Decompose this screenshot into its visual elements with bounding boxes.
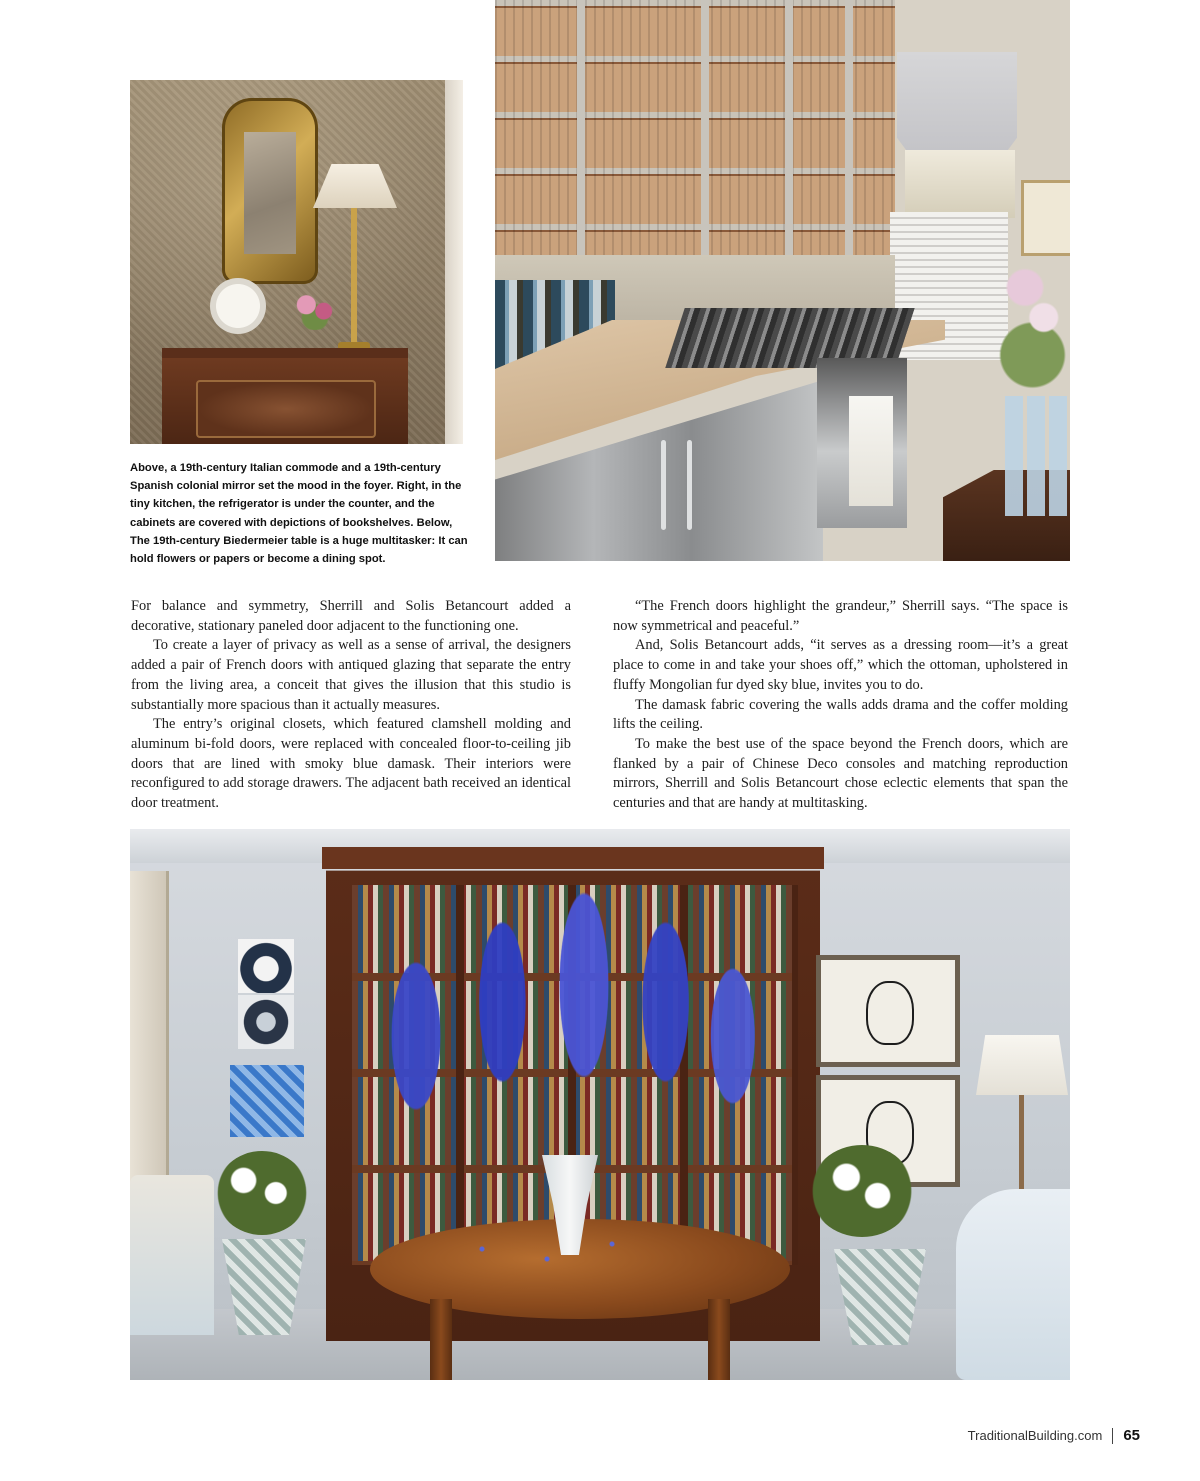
portrait-sketch [866, 981, 914, 1045]
framed-portrait-top [816, 955, 960, 1067]
dish-towel [849, 396, 893, 506]
foyer-photo [130, 80, 463, 444]
paragraph: To make the best use of the space beyond the French doors, which are flanked by a pair of Chinese Deco consoles and matching reproduction mirrors, Sherrill and Solis Betancourt chose eclectic elements that span the centuries and that are handy at multitasking. [613, 735, 1068, 812]
window-valance [897, 52, 1017, 162]
paragraph: To create a layer of privacy as well as a sense of arrival, the designers added a pair of French doors with antiqued glazing that separate the entry from the living area, a conceit that gives the illusion that this studio is substantially more spacious than it actually measures. [131, 637, 571, 713]
cabinet-divider [701, 0, 709, 255]
site-name: TraditionalBuilding.com [967, 1428, 1103, 1443]
upholstered-chair [130, 1175, 214, 1335]
commode-inlay [196, 380, 376, 438]
body-column-right [613, 597, 1068, 814]
paragraph: And, Solis Betancourt adds, “it serves as a dressing room—it’s a great place to come in and take your shoes off,” which the ottoman, upholstered in fluffy Mongolian fur dyed sky blue, invites you to do. [613, 637, 1068, 693]
paragraph: The entry’s original closets, which featured clamshell molding and aluminum bi-fold doors, were replaced with concealed floor-to-ceiling jib doors that are lined with smoky blue damask. Their interiors were reconfigured to add storage drawers. The adjacent bath received an identical door treatment. [131, 716, 571, 812]
paragraph: For balance and symmetry, Sherrill and Solis Betancourt added a decorative, stationary paneled door adjacent to the functioning one. [131, 598, 571, 634]
footer-divider [1112, 1428, 1113, 1444]
flower-arrangement [286, 288, 344, 330]
vase-flowers [995, 250, 1070, 400]
kitchen-photo [495, 0, 1070, 561]
fridge-handle [687, 440, 692, 530]
door-frame [445, 80, 463, 444]
scattered-petals [430, 1229, 690, 1279]
photo-caption: Above, a 19th-century Italian commode and a 19th-century Spanish colonial mirror set the mood in the foyer. Right, in the tiny kitchen, the refrigerator is under the counter, and the cabinets are covered with depictions of bookshelves. Below, The 19th-century Biedermeier table is a huge multitasker: It can hold flowers or papers or become a dining spot. [130, 462, 468, 566]
topiary-left [216, 1151, 308, 1235]
lamp-stem [351, 208, 357, 348]
body-column-left [131, 597, 571, 814]
fridge-handle [661, 440, 666, 530]
page-footer [968, 1427, 1140, 1444]
mirror-glass [244, 132, 296, 254]
delphinium-arrangement [320, 849, 800, 1189]
blue-pattern-art [230, 1065, 304, 1137]
paragraph: The damask fabric covering the walls adds drama and the coffer molding lifts the ceiling. [613, 696, 1068, 733]
cabinet-divider [577, 0, 585, 255]
water-bottles [1005, 396, 1067, 516]
kitchen-window [905, 150, 1015, 218]
table-leg [430, 1299, 452, 1380]
decorative-plate [210, 278, 266, 334]
folding-screen [130, 871, 169, 1211]
table-leg [708, 1299, 730, 1380]
framed-print [1021, 180, 1070, 256]
abstract-art-middle [238, 995, 294, 1049]
swivel-chair [956, 1189, 1070, 1380]
page-number: 65 [1123, 1427, 1140, 1444]
cabinet-divider [785, 0, 793, 255]
paragraph: “The French doors highlight the grandeur,” Sherrill says. “The space is now symmetrical and peaceful.” [613, 598, 1068, 634]
bookshelf-cabinets [495, 0, 895, 255]
abstract-art-top [238, 939, 294, 993]
topiary-right [810, 1145, 914, 1237]
cabinet-divider [845, 0, 853, 255]
living-room-photo [130, 829, 1070, 1380]
floor-lamp-shade [976, 1035, 1068, 1095]
